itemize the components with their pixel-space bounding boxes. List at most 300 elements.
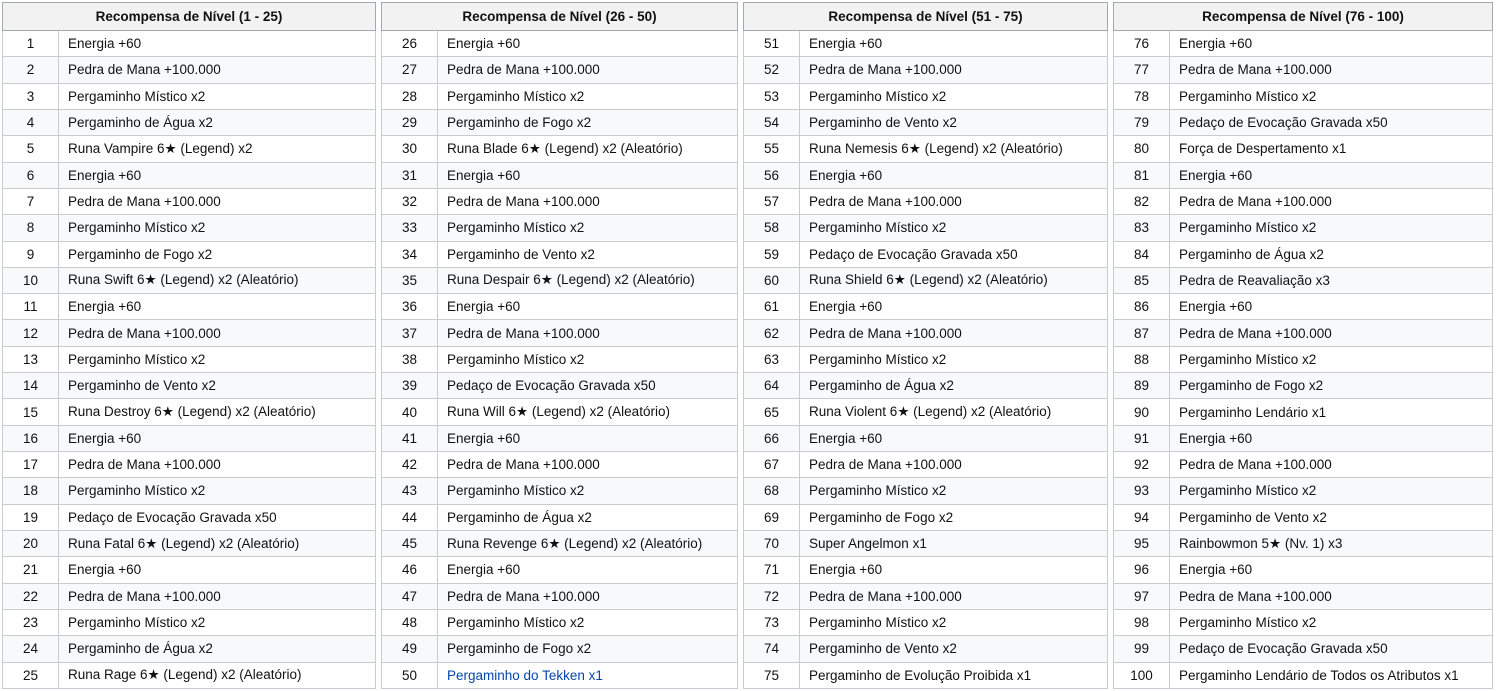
level-cell: 61 (744, 294, 800, 320)
level-cell: 7 (3, 188, 59, 214)
table-row (1114, 109, 1493, 135)
table-row (3, 636, 376, 662)
level-cell: 52 (744, 57, 800, 83)
table-row (382, 609, 738, 635)
reward-cell: Runa Destroy 6★ (Legend) x2 (Aleatório) (59, 399, 376, 425)
level-cell: 94 (1114, 504, 1170, 530)
reward-cell: Pergaminho de Água x2 (1170, 241, 1493, 267)
level-cell: 20 (3, 530, 59, 556)
level-cell: 79 (1114, 109, 1170, 135)
reward-cell: Pergaminho de Fogo x2 (1170, 373, 1493, 399)
level-cell: 3 (3, 83, 59, 109)
table-row (3, 320, 376, 346)
reward-cell: Pergaminho Lendário x1 (1170, 399, 1493, 425)
level-cell: 89 (1114, 373, 1170, 399)
table-row (744, 530, 1108, 556)
table-row (382, 136, 738, 162)
level-cell: 23 (3, 609, 59, 635)
reward-cell: Pergaminho Místico x2 (59, 346, 376, 372)
level-cell: 66 (744, 425, 800, 451)
reward-cell: Runa Nemesis 6★ (Legend) x2 (Aleatório) (800, 136, 1108, 162)
table-row (382, 583, 738, 609)
level-cell: 25 (3, 662, 59, 689)
level-cell: 78 (1114, 83, 1170, 109)
reward-cell: Pergaminho Místico x2 (438, 215, 738, 241)
reward-cell: Runa Blade 6★ (Legend) x2 (Aleatório) (438, 136, 738, 162)
table-row (3, 425, 376, 451)
reward-cell: Pergaminho Místico x2 (59, 609, 376, 635)
level-cell: 84 (1114, 241, 1170, 267)
level-cell: 63 (744, 346, 800, 372)
table-row (382, 373, 738, 399)
reward-cell: Energia +60 (800, 162, 1108, 188)
reward-cell: Energia +60 (59, 294, 376, 320)
table-row (382, 504, 738, 530)
table-row (382, 294, 738, 320)
level-cell: 56 (744, 162, 800, 188)
reward-cell: Pedaço de Evocação Gravada x50 (438, 373, 738, 399)
table-row (3, 662, 376, 689)
table-row (744, 636, 1108, 662)
table-row (382, 31, 738, 57)
level-cell: 86 (1114, 294, 1170, 320)
table-row (3, 294, 376, 320)
reward-cell: Pergaminho de Água x2 (800, 373, 1108, 399)
table-row (1114, 241, 1493, 267)
table-row (382, 557, 738, 583)
reward-cell: Energia +60 (800, 557, 1108, 583)
table-row (744, 373, 1108, 399)
level-cell: 15 (3, 399, 59, 425)
reward-cell: Pergaminho de Fogo x2 (438, 109, 738, 135)
table-row (744, 399, 1108, 425)
reward-cell: Energia +60 (438, 162, 738, 188)
reward-cell: Energia +60 (59, 557, 376, 583)
level-cell: 50 (382, 662, 438, 689)
level-cell: 80 (1114, 136, 1170, 162)
table-row (744, 31, 1108, 57)
level-cell: 81 (1114, 162, 1170, 188)
reward-cell: Rainbowmon 5★ (Nv. 1) x3 (1170, 530, 1493, 556)
reward-cell: Pedra de Mana +100.000 (1170, 320, 1493, 346)
reward-link[interactable]: Pergaminho do Tekken x1 (438, 662, 738, 689)
level-cell: 38 (382, 346, 438, 372)
reward-cell: Runa Rage 6★ (Legend) x2 (Aleatório) (59, 662, 376, 689)
table-row (1114, 83, 1493, 109)
table-row (1114, 31, 1493, 57)
table-row (1114, 346, 1493, 372)
table-row (744, 478, 1108, 504)
table-row (3, 31, 376, 57)
level-cell: 62 (744, 320, 800, 346)
reward-cell: Pedra de Mana +100.000 (1170, 583, 1493, 609)
level-cell: 16 (3, 425, 59, 451)
reward-cell: Pergaminho de Vento x2 (800, 636, 1108, 662)
table-row (382, 346, 738, 372)
level-cell: 28 (382, 83, 438, 109)
table-row (3, 504, 376, 530)
level-cell: 72 (744, 583, 800, 609)
table-row (744, 320, 1108, 346)
table-row (1114, 504, 1493, 530)
level-cell: 44 (382, 504, 438, 530)
reward-cell: Energia +60 (59, 425, 376, 451)
table-row (3, 530, 376, 556)
reward-cell: Pergaminho Místico x2 (800, 609, 1108, 635)
level-cell: 49 (382, 636, 438, 662)
table-row (744, 425, 1108, 451)
table-header: Recompensa de Nível (76 - 100) (1114, 3, 1493, 31)
level-cell: 91 (1114, 425, 1170, 451)
reward-cell: Pergaminho Místico x2 (800, 346, 1108, 372)
reward-cell: Pedra de Mana +100.000 (800, 452, 1108, 478)
reward-cell: Pedra de Mana +100.000 (59, 57, 376, 83)
table-row (1114, 267, 1493, 293)
level-cell: 75 (744, 662, 800, 689)
table-row (382, 83, 738, 109)
reward-cell: Energia +60 (1170, 162, 1493, 188)
level-cell: 22 (3, 583, 59, 609)
reward-cell: Pergaminho Místico x2 (1170, 83, 1493, 109)
level-cell: 59 (744, 241, 800, 267)
table-header: Recompensa de Nível (26 - 50) (382, 3, 738, 31)
level-cell: 85 (1114, 267, 1170, 293)
reward-cell: Pedra de Mana +100.000 (800, 320, 1108, 346)
level-cell: 60 (744, 267, 800, 293)
reward-cell: Runa Vampire 6★ (Legend) x2 (59, 136, 376, 162)
table-row (382, 215, 738, 241)
level-cell: 32 (382, 188, 438, 214)
table-row (1114, 162, 1493, 188)
level-cell: 57 (744, 188, 800, 214)
table-row (1114, 662, 1493, 689)
level-cell: 69 (744, 504, 800, 530)
reward-cell: Pedra de Mana +100.000 (1170, 57, 1493, 83)
table-row (744, 109, 1108, 135)
level-cell: 6 (3, 162, 59, 188)
level-cell: 73 (744, 609, 800, 635)
level-cell: 11 (3, 294, 59, 320)
level-cell: 43 (382, 478, 438, 504)
table-row (3, 188, 376, 214)
level-cell: 64 (744, 373, 800, 399)
table-row (1114, 478, 1493, 504)
reward-table-51-75 (743, 2, 1108, 689)
reward-cell: Pergaminho de Vento x2 (800, 109, 1108, 135)
table-row (1114, 373, 1493, 399)
reward-cell: Força de Despertamento x1 (1170, 136, 1493, 162)
reward-cell: Pergaminho Místico x2 (1170, 215, 1493, 241)
level-cell: 88 (1114, 346, 1170, 372)
table-row (3, 373, 376, 399)
level-cell: 37 (382, 320, 438, 346)
level-cell: 34 (382, 241, 438, 267)
table-row (382, 452, 738, 478)
level-cell: 97 (1114, 583, 1170, 609)
level-cell: 5 (3, 136, 59, 162)
reward-cell: Pedra de Mana +100.000 (59, 583, 376, 609)
level-cell: 51 (744, 31, 800, 57)
level-cell: 17 (3, 452, 59, 478)
table-row (744, 662, 1108, 689)
table-row (1114, 425, 1493, 451)
level-cell: 55 (744, 136, 800, 162)
reward-cell: Pedaço de Evocação Gravada x50 (1170, 636, 1493, 662)
level-cell: 21 (3, 557, 59, 583)
table-row (744, 346, 1108, 372)
reward-cell: Pergaminho de Água x2 (59, 636, 376, 662)
level-cell: 74 (744, 636, 800, 662)
level-cell: 96 (1114, 557, 1170, 583)
reward-cell: Pergaminho de Água x2 (59, 109, 376, 135)
reward-cell: Super Angelmon x1 (800, 530, 1108, 556)
reward-cell: Energia +60 (1170, 31, 1493, 57)
table-row (382, 241, 738, 267)
reward-cell: Energia +60 (1170, 425, 1493, 451)
table-row (744, 162, 1108, 188)
reward-table-76-100 (1113, 2, 1493, 689)
reward-cell: Pedaço de Evocação Gravada x50 (59, 504, 376, 530)
table-row (744, 267, 1108, 293)
table-row (382, 267, 738, 293)
table-row (3, 109, 376, 135)
table-row (1114, 188, 1493, 214)
level-cell: 12 (3, 320, 59, 346)
reward-cell: Pergaminho Místico x2 (59, 478, 376, 504)
table-row (744, 452, 1108, 478)
reward-cell: Runa Revenge 6★ (Legend) x2 (Aleatório) (438, 530, 738, 556)
level-cell: 92 (1114, 452, 1170, 478)
reward-cell: Pedaço de Evocação Gravada x50 (1170, 109, 1493, 135)
reward-cell: Pergaminho Místico x2 (1170, 346, 1493, 372)
reward-cell: Pergaminho de Fogo x2 (59, 241, 376, 267)
reward-cell: Energia +60 (438, 294, 738, 320)
reward-cell: Pedra de Mana +100.000 (438, 188, 738, 214)
reward-cell: Pergaminho Místico x2 (1170, 609, 1493, 635)
level-cell: 45 (382, 530, 438, 556)
reward-cell: Runa Will 6★ (Legend) x2 (Aleatório) (438, 399, 738, 425)
level-cell: 26 (382, 31, 438, 57)
table-row (382, 662, 738, 689)
table-row (744, 83, 1108, 109)
table-body (1114, 31, 1493, 689)
table-row (3, 399, 376, 425)
level-cell: 39 (382, 373, 438, 399)
table-row (382, 109, 738, 135)
table-row (1114, 215, 1493, 241)
reward-cell: Pedra de Mana +100.000 (800, 583, 1108, 609)
table-row (1114, 399, 1493, 425)
table-header: Recompensa de Nível (51 - 75) (744, 3, 1108, 31)
reward-cell: Pergaminho Lendário de Todos os Atributos x1 (1170, 662, 1493, 689)
reward-cell: Pergaminho Místico x2 (800, 215, 1108, 241)
reward-cell: Pedra de Mana +100.000 (800, 57, 1108, 83)
level-cell: 1 (3, 31, 59, 57)
table-row (3, 267, 376, 293)
level-cell: 67 (744, 452, 800, 478)
reward-cell: Runa Violent 6★ (Legend) x2 (Aleatório) (800, 399, 1108, 425)
reward-cell: Pedra de Mana +100.000 (438, 57, 738, 83)
reward-cell: Pergaminho de Água x2 (438, 504, 738, 530)
reward-cell: Pedra de Mana +100.000 (438, 583, 738, 609)
level-cell: 24 (3, 636, 59, 662)
table-row (744, 136, 1108, 162)
reward-cell: Pergaminho de Vento x2 (59, 373, 376, 399)
level-cell: 40 (382, 399, 438, 425)
table-row (744, 609, 1108, 635)
table-row (382, 320, 738, 346)
reward-cell: Pedra de Mana +100.000 (800, 188, 1108, 214)
table-row (382, 478, 738, 504)
level-cell: 47 (382, 583, 438, 609)
table-row (1114, 320, 1493, 346)
level-cell: 41 (382, 425, 438, 451)
reward-cell: Pergaminho Místico x2 (59, 215, 376, 241)
table-body (3, 31, 376, 689)
table-row (3, 609, 376, 635)
reward-cell: Energia +60 (438, 31, 738, 57)
reward-cell: Energia +60 (800, 425, 1108, 451)
level-cell: 18 (3, 478, 59, 504)
reward-cell: Pergaminho Místico x2 (800, 83, 1108, 109)
reward-cell: Pergaminho Místico x2 (800, 478, 1108, 504)
table-row (3, 478, 376, 504)
level-cell: 19 (3, 504, 59, 530)
table-row (3, 557, 376, 583)
level-cell: 30 (382, 136, 438, 162)
reward-cell: Pergaminho Místico x2 (438, 83, 738, 109)
table-row (744, 557, 1108, 583)
level-cell: 14 (3, 373, 59, 399)
level-cell: 71 (744, 557, 800, 583)
table-row (1114, 452, 1493, 478)
table-row (1114, 557, 1493, 583)
reward-cell: Energia +60 (1170, 557, 1493, 583)
level-cell: 90 (1114, 399, 1170, 425)
table-row (3, 162, 376, 188)
reward-cell: Pergaminho Místico x2 (438, 478, 738, 504)
level-cell: 77 (1114, 57, 1170, 83)
level-cell: 9 (3, 241, 59, 267)
level-cell: 27 (382, 57, 438, 83)
table-row (382, 399, 738, 425)
level-cell: 83 (1114, 215, 1170, 241)
level-cell: 36 (382, 294, 438, 320)
table-row (3, 452, 376, 478)
level-cell: 68 (744, 478, 800, 504)
table-row (1114, 609, 1493, 635)
reward-cell: Pergaminho de Fogo x2 (800, 504, 1108, 530)
reward-cell: Pedra de Reavaliação x3 (1170, 267, 1493, 293)
level-cell: 53 (744, 83, 800, 109)
table-row (382, 162, 738, 188)
table-row (1114, 136, 1493, 162)
level-cell: 58 (744, 215, 800, 241)
reward-cell: Pergaminho de Evolução Proibida x1 (800, 662, 1108, 689)
table-row (1114, 583, 1493, 609)
reward-cell: Energia +60 (59, 31, 376, 57)
level-cell: 65 (744, 399, 800, 425)
level-cell: 98 (1114, 609, 1170, 635)
level-cell: 2 (3, 57, 59, 83)
reward-cell: Pergaminho Místico x2 (1170, 478, 1493, 504)
table-row (3, 583, 376, 609)
reward-cell: Pergaminho de Fogo x2 (438, 636, 738, 662)
reward-cell: Pedra de Mana +100.000 (1170, 188, 1493, 214)
reward-tables-container (2, 2, 1498, 689)
table-body (744, 31, 1108, 689)
level-cell: 46 (382, 557, 438, 583)
table-row (744, 215, 1108, 241)
reward-cell: Pedra de Mana +100.000 (59, 320, 376, 346)
reward-cell: Pergaminho Místico x2 (438, 609, 738, 635)
level-cell: 54 (744, 109, 800, 135)
level-cell: 35 (382, 267, 438, 293)
reward-cell: Energia +60 (59, 162, 376, 188)
level-cell: 93 (1114, 478, 1170, 504)
reward-cell: Pergaminho Místico x2 (438, 346, 738, 372)
table-row (1114, 57, 1493, 83)
reward-cell: Pedra de Mana +100.000 (438, 452, 738, 478)
table-row (1114, 530, 1493, 556)
table-row (744, 188, 1108, 214)
level-cell: 33 (382, 215, 438, 241)
table-row (3, 215, 376, 241)
table-row (744, 294, 1108, 320)
table-row (744, 504, 1108, 530)
level-cell: 42 (382, 452, 438, 478)
level-cell: 82 (1114, 188, 1170, 214)
reward-table-26-50 (381, 2, 738, 689)
level-cell: 70 (744, 530, 800, 556)
reward-cell: Runa Fatal 6★ (Legend) x2 (Aleatório) (59, 530, 376, 556)
table-row (382, 425, 738, 451)
level-cell: 95 (1114, 530, 1170, 556)
reward-cell: Pedra de Mana +100.000 (1170, 452, 1493, 478)
reward-cell: Runa Shield 6★ (Legend) x2 (Aleatório) (800, 267, 1108, 293)
level-cell: 13 (3, 346, 59, 372)
level-cell: 8 (3, 215, 59, 241)
table-row (382, 530, 738, 556)
reward-cell: Pergaminho de Vento x2 (1170, 504, 1493, 530)
reward-cell: Energia +60 (438, 425, 738, 451)
reward-cell: Energia +60 (800, 294, 1108, 320)
table-row (1114, 294, 1493, 320)
table-row (3, 346, 376, 372)
level-cell: 4 (3, 109, 59, 135)
reward-cell: Runa Despair 6★ (Legend) x2 (Aleatório) (438, 267, 738, 293)
table-row (744, 583, 1108, 609)
level-cell: 87 (1114, 320, 1170, 346)
table-row (3, 136, 376, 162)
reward-cell: Pedra de Mana +100.000 (438, 320, 738, 346)
table-header: Recompensa de Nível (1 - 25) (3, 3, 376, 31)
reward-cell: Pedra de Mana +100.000 (59, 452, 376, 478)
reward-cell: Runa Swift 6★ (Legend) x2 (Aleatório) (59, 267, 376, 293)
level-cell: 10 (3, 267, 59, 293)
table-row (3, 83, 376, 109)
table-row (744, 241, 1108, 267)
level-cell: 29 (382, 109, 438, 135)
table-row (382, 57, 738, 83)
table-row (3, 241, 376, 267)
level-cell: 76 (1114, 31, 1170, 57)
reward-cell: Energia +60 (1170, 294, 1493, 320)
reward-cell: Energia +60 (800, 31, 1108, 57)
level-cell: 99 (1114, 636, 1170, 662)
reward-cell: Pergaminho Místico x2 (59, 83, 376, 109)
reward-cell: Pedra de Mana +100.000 (59, 188, 376, 214)
